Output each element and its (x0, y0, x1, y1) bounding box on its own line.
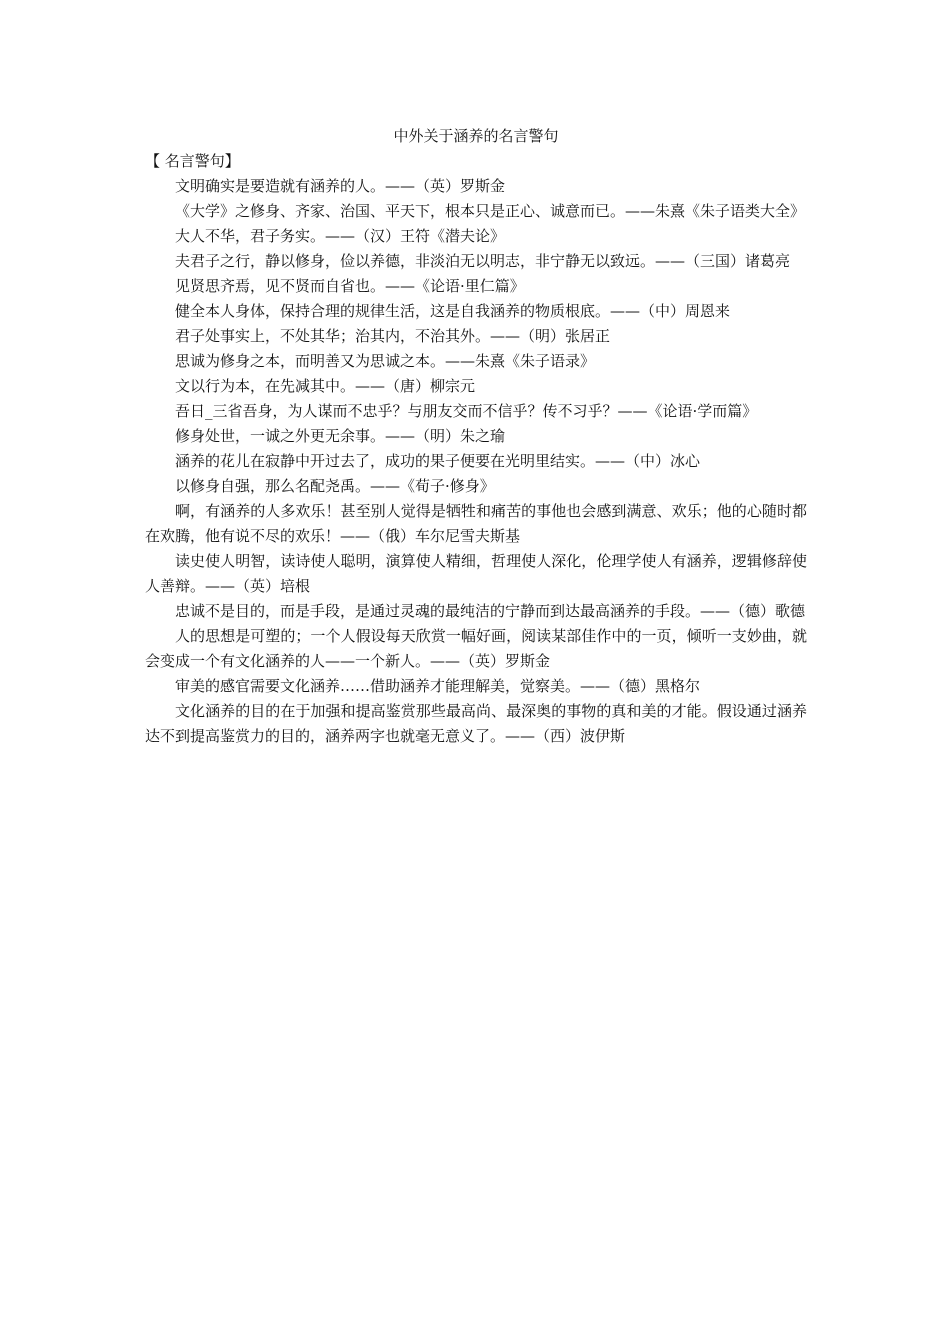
quote-item: 啊，有涵养的人多欢乐！甚至别人觉得是牺牲和痛苦的事他也会感到满意、欢乐；他的心随时都在欢腾，他有说不尽的欢乐！——（俄）车尔尼雪夫斯基 (145, 502, 807, 545)
quote-item: 文明确实是要造就有涵养的人。——（英）罗斯金 (175, 177, 506, 195)
quote-item: 夫君子之行，静以修身，俭以养德，非淡泊无以明志，非宁静无以致远。——（三国）诸葛亮 (175, 252, 791, 270)
document-page (145, 124, 807, 749)
quote-item: 思诚为修身之本，而明善又为思诚之本。——朱熹《朱子语录》 (175, 352, 596, 370)
quote-item: 见贤思齐焉，见不贤而自省也。——《论语·里仁篇》 (175, 277, 525, 295)
quote-item: 修身处世，一诚之外更无余事。——（明）朱之瑜 (175, 427, 506, 445)
quote-item: 文化涵养的目的在于加强和提高鉴赏那些最高尚、最深奥的事物的真和美的才能。假设通过涵养达不到提高鉴赏力的目的，涵养两字也就毫无意义了。——（西）波伊斯 (145, 702, 807, 745)
quote-item: 读史使人明智，读诗使人聪明，演算使人精细，哲理使人深化，伦理学使人有涵养，逻辑修辞使人善辩。——（英）培根 (145, 552, 807, 595)
quote-item: 《大学》之修身、齐家、治国、平天下，根本只是正心、诚意而已。——朱熹《朱子语类大全》 (175, 202, 806, 220)
quote-item: 健全本人身体，保持合理的规律生活，这是自我涵养的物质根底。——（中）周恩来 (175, 302, 731, 320)
quote-item: 君子处事实上，不处其华；治其内，不治其外。——（明）张居正 (175, 327, 611, 345)
quote-item: 大人不华，君子务实。——（汉）王符《潜夫论》 (175, 227, 506, 245)
quote-item: 人的思想是可塑的；一个人假设每天欣赏一幅好画，阅读某部佳作中的一页，倾听一支妙曲，就会变成一个有文化涵养的人——一个新人。——（英）罗斯金 (145, 627, 807, 670)
section-heading: 【 名言警句】 (145, 152, 240, 170)
quote-item: 涵养的花儿在寂静中开过去了，成功的果子便要在光明里结实。——（中）冰心 (175, 452, 701, 470)
quote-item: 忠诚不是目的，而是手段，是通过灵魂的最纯洁的宁静而到达最高涵养的手段。——（德）歌德 (175, 602, 806, 620)
document-title: 中外关于涵养的名言警句 (393, 127, 559, 145)
quote-item: 审美的感官需要文化涵养……借助涵养才能理解美，觉察美。——（德）黑格尔 (175, 677, 701, 695)
quote-item: 吾日_三省吾身，为人谋而不忠乎？与朋友交而不信乎？传不习乎？——《论语·学而篇》 (175, 402, 758, 420)
quote-item: 文以行为本，在先减其中。——（唐）柳宗元 (175, 377, 476, 395)
quote-list (145, 174, 807, 749)
quote-item: 以修身自强，那么名配尧禹。——《荀子·修身》 (175, 477, 495, 495)
